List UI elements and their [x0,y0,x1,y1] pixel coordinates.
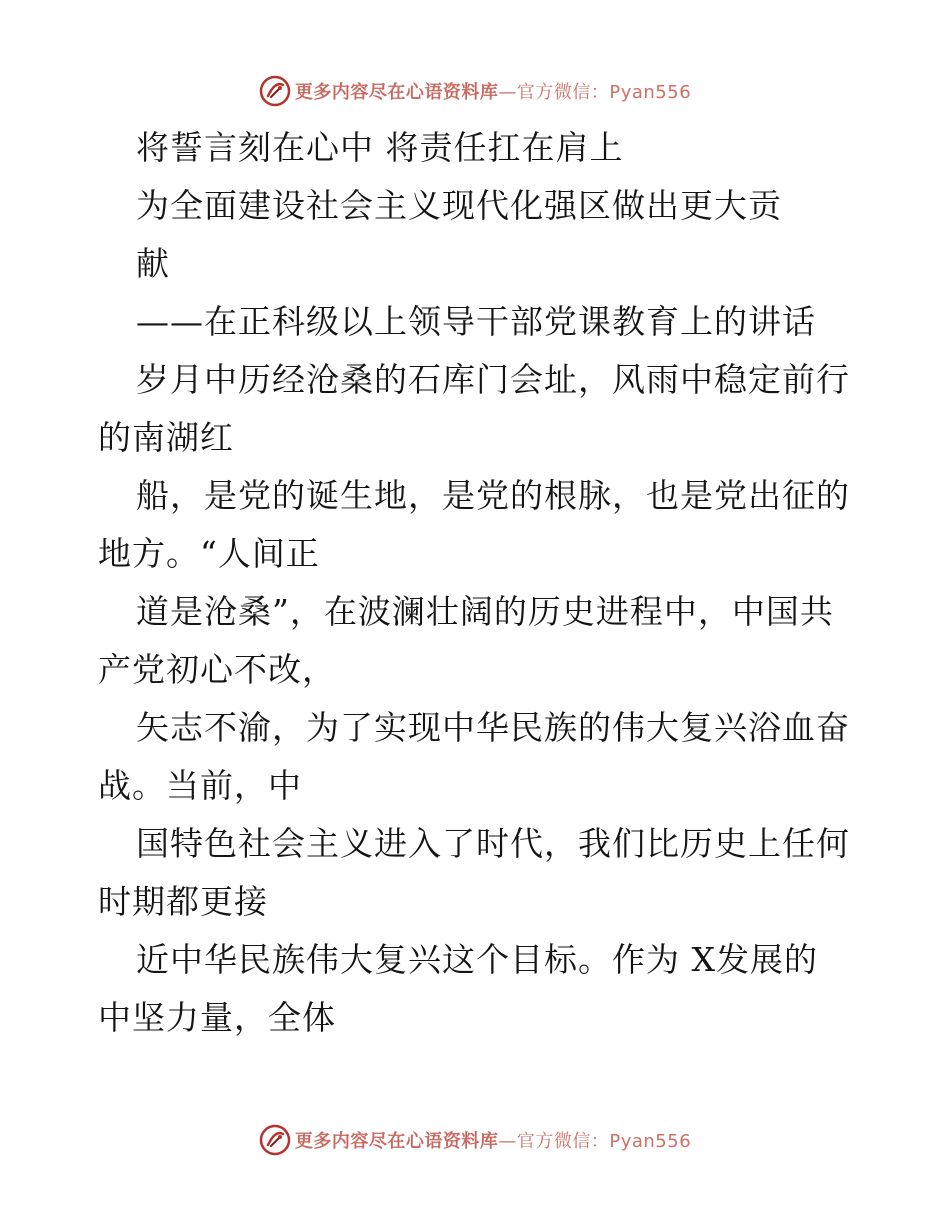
header-banner [0,74,950,108]
doc-title-line-1: 将誓言刻在心中 将责任扛在肩上 [136,128,624,167]
doc-title-line-2: 为全面建设社会主义现代化强区做出更大贡 [136,186,782,225]
header-banner-text [295,78,691,104]
doc-body-line: 矢志不渝，为了实现中华民族的伟大复兴浴血奋 [136,708,850,747]
footer-banner-separator: — [498,1131,517,1152]
doc-body-line: 中坚力量，全体 [98,998,336,1037]
footer-banner-wechat: 官方微信：Pyan556 [516,1131,692,1152]
doc-body-line: 产党初心不改， [98,650,336,689]
doc-body-line: 地方。“人间正 [98,534,320,573]
library-logo-icon [259,75,291,107]
doc-body-line: 岁月中历经沧桑的石库门会址，风雨中稳定前行 [136,360,850,399]
doc-body-line: 的南湖红 [98,418,234,457]
header-banner-wechat: 官方微信：Pyan556 [516,82,692,103]
doc-body-line: 战。当前，中 [98,766,302,805]
doc-body-line: 近中华民族伟大复兴这个目标。作为 X发展的 [136,940,818,979]
doc-subtitle: ——在正科级以上领导干部党课教育上的讲话 [136,302,816,341]
footer-banner-title: 更多内容尽在心语资料库 [294,1131,499,1152]
library-logo-icon [259,1124,291,1156]
header-banner-separator: — [498,82,517,103]
doc-body-line: 道是沧桑”，在波澜壮阔的历史进程中，中国共 [136,592,834,631]
footer-banner-text [295,1127,691,1153]
doc-title-line-3: 献 [136,244,170,283]
doc-body-line: 国特色社会主义进入了时代，我们比历史上任何 [136,824,850,863]
footer-banner [0,1123,950,1157]
doc-body-line: 船，是党的诞生地，是党的根脉，也是党出征的 [136,476,850,515]
header-banner-title: 更多内容尽在心语资料库 [294,82,499,103]
doc-body-line: 时期都更接 [98,882,268,921]
